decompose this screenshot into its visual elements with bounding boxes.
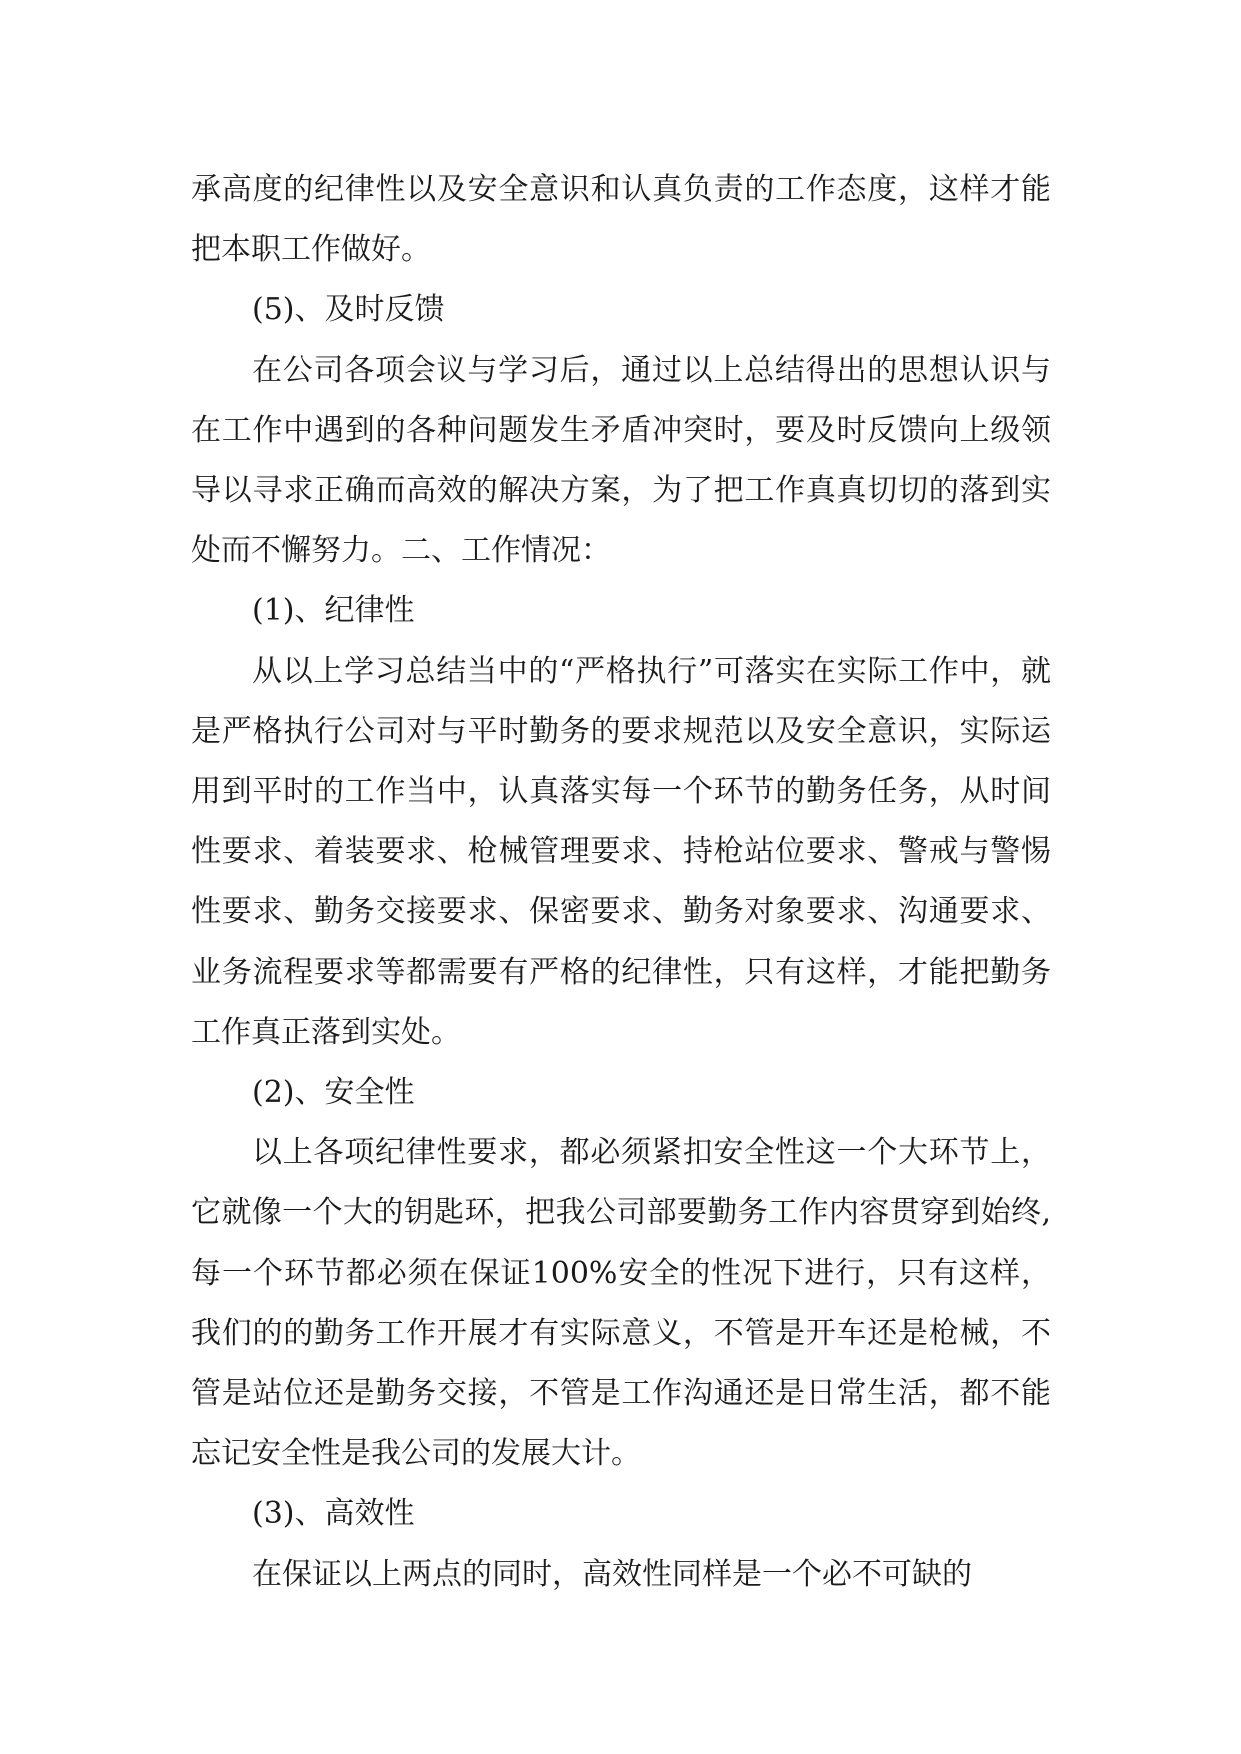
section-heading: (1)、纪律性 — [252, 593, 415, 629]
body-paragraph: 在保证以上两点的同时，高效性同样是一个必不可缺的 — [252, 1556, 972, 1592]
body-paragraph: 从以上学习总结当中的“严格执行”可落实在实际工作中，就是严格执行公司对与平时勤务的要求规范以及安全意识，实际运用到平时的工作当中，认真落实每一个环节的勤务任务，从时间性要求、着装要求、枪械管理要求、持枪站位要求、警戒与警惕性要求、勤务交接要求、保密要求、勤务对象要求、沟通要求、业务流程要求等都需要有严格的纪律性，只有这样，才能把勤务工作真正落到实处。 — [191, 653, 1051, 1050]
section-heading: (2)、安全性 — [252, 1075, 415, 1111]
body-paragraph: 在公司各项会议与学习后，通过以上总结得出的思想认识与在工作中遇到的各种问题发生矛盾冲突时，要及时反馈向上级领导以寻求正确而高效的解决方案，为了把工作真真切切的落到实处而不懈努力。二、工作情况： — [191, 352, 1051, 569]
document-body — [191, 160, 1051, 1605]
section-heading: (3)、高效性 — [252, 1496, 415, 1532]
section-heading: (5)、及时反馈 — [252, 292, 445, 328]
body-paragraph: 以上各项纪律性要求，都必须紧扣安全性这一个大环节上，它就像一个大的钥匙环，把我公司部要勤务工作内容贯穿到始终,每一个环节都必须在保证100%安全的性况下进行，只有这样，我们的的勤务工作开展才有实际意义，不管是开车还是枪械，不管是站位还是勤务交接，不管是工作沟通还是日常生活，都不能忘记安全性是我公司的发展大计。 — [191, 1135, 1051, 1472]
body-paragraph: 承高度的纪律性以及安全意识和认真负责的工作态度，这样才能把本职工作做好。 — [191, 172, 1051, 268]
